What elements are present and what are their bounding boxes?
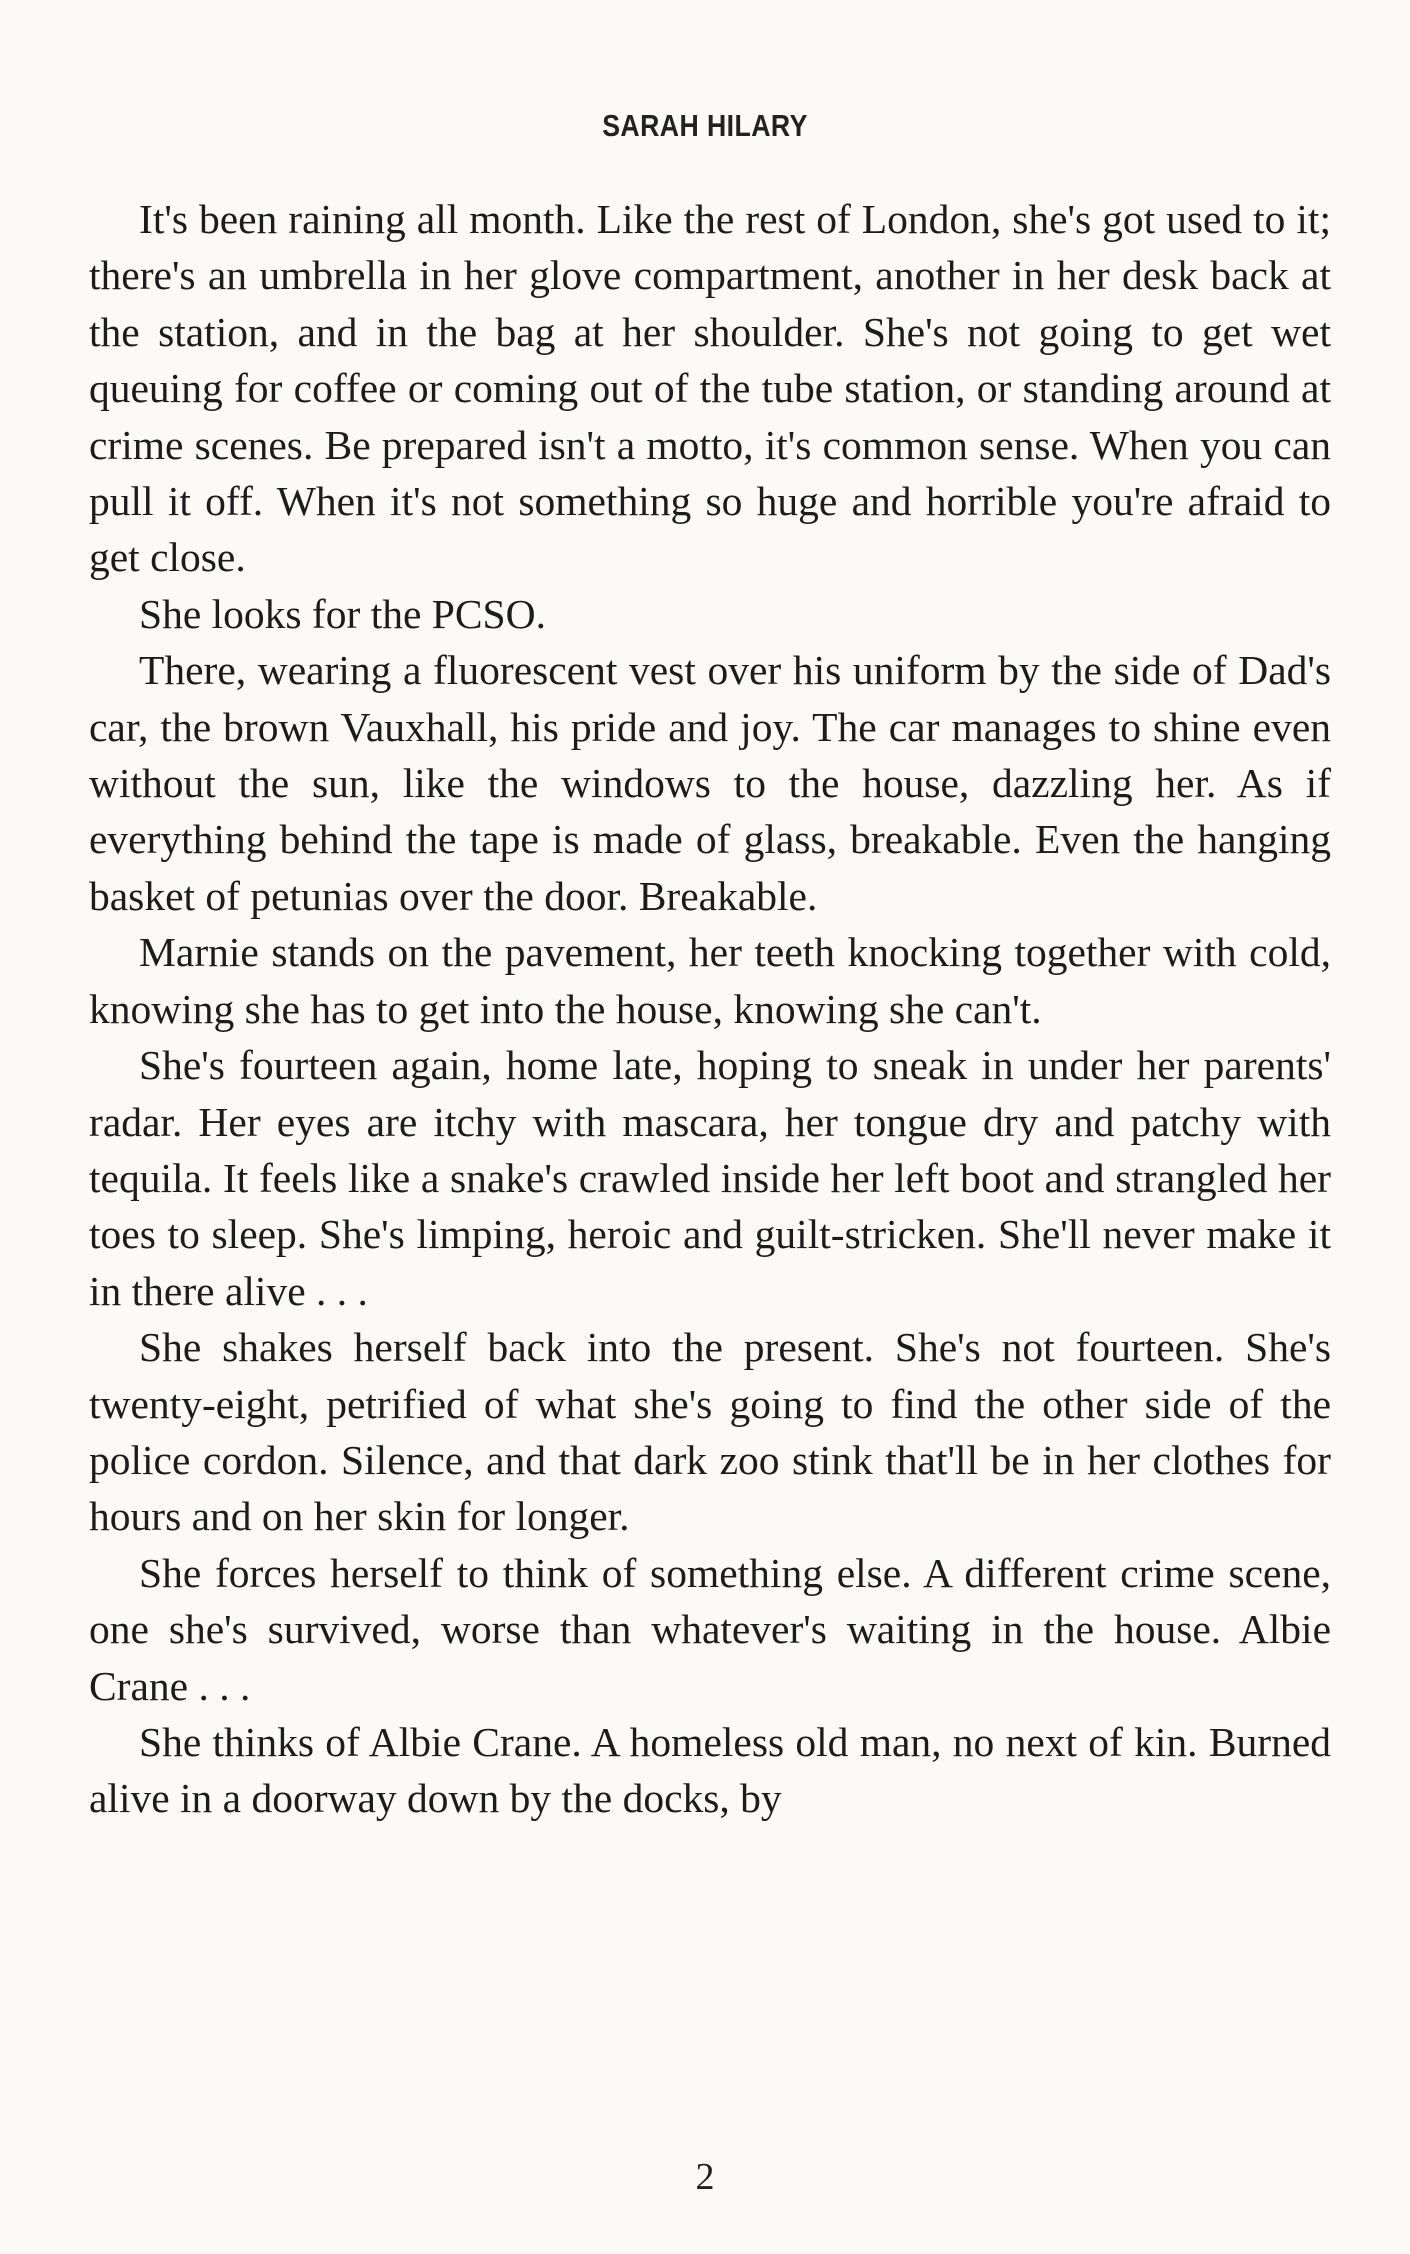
paragraph: She forces herself to think of something else. A different crime scene, one she's survived, worse than whatever's waiting in the house. Albie Crane . . .: [89, 1549, 1331, 1709]
paragraph: It's been raining all month. Like the rest of London, she's got used to it; there's an umbrella in her glove compartment, another in her desk back at the station, and in the bag at her shoulder. She's not going to get wet queuing for coffee or coming out of the tube station, or standing around at crime scenes. Be prepared isn't a motto, it's common sense. When you can pull it off. When it's not something so huge and horrible you're afraid to get close.: [89, 196, 1331, 581]
paragraph: Marnie stands on the pavement, her teeth knocking together with cold, knowing she has to get into the house, knowing she can't.: [89, 929, 1331, 1032]
paragraph: She shakes herself back into the present. She's not fourteen. She's twenty-eight, petrified of what she's going to find the other side of the police cordon. Silence, and that dark zoo stink that'll be in her clothes for hours and on her skin for longer.: [89, 1324, 1331, 1540]
paragraph: She looks for the PCSO.: [139, 590, 546, 637]
paragraph: There, wearing a fluorescent vest over his uniform by the side of Dad's car, the brown Vauxhall, his pride and joy. The car manages to shine even without the sun, like the windows to the house, dazzling her. As if everything behind the tape is made of glass, breakable. Even the hanging basket of petunias over the door. Breakable.: [89, 647, 1331, 919]
running-head: SARAH HILARY: [602, 108, 808, 143]
paragraph: She thinks of Albie Crane. A homeless old man, no next of kin. Burned alive in a doorway down by the docks, by: [89, 1718, 1331, 1822]
page-number: 2: [695, 2156, 715, 2198]
paragraph: She's fourteen again, home late, hoping to sneak in under her parents' radar. Her eyes are itchy with mascara, her tongue dry and patchy with tequila. It feels like a snake's crawled inside her left boot and strangled her toes to sleep. She's limping, heroic and guilt-stricken. She'll never make it in there alive . . .: [89, 1042, 1331, 1314]
body-text: [89, 191, 1331, 1827]
